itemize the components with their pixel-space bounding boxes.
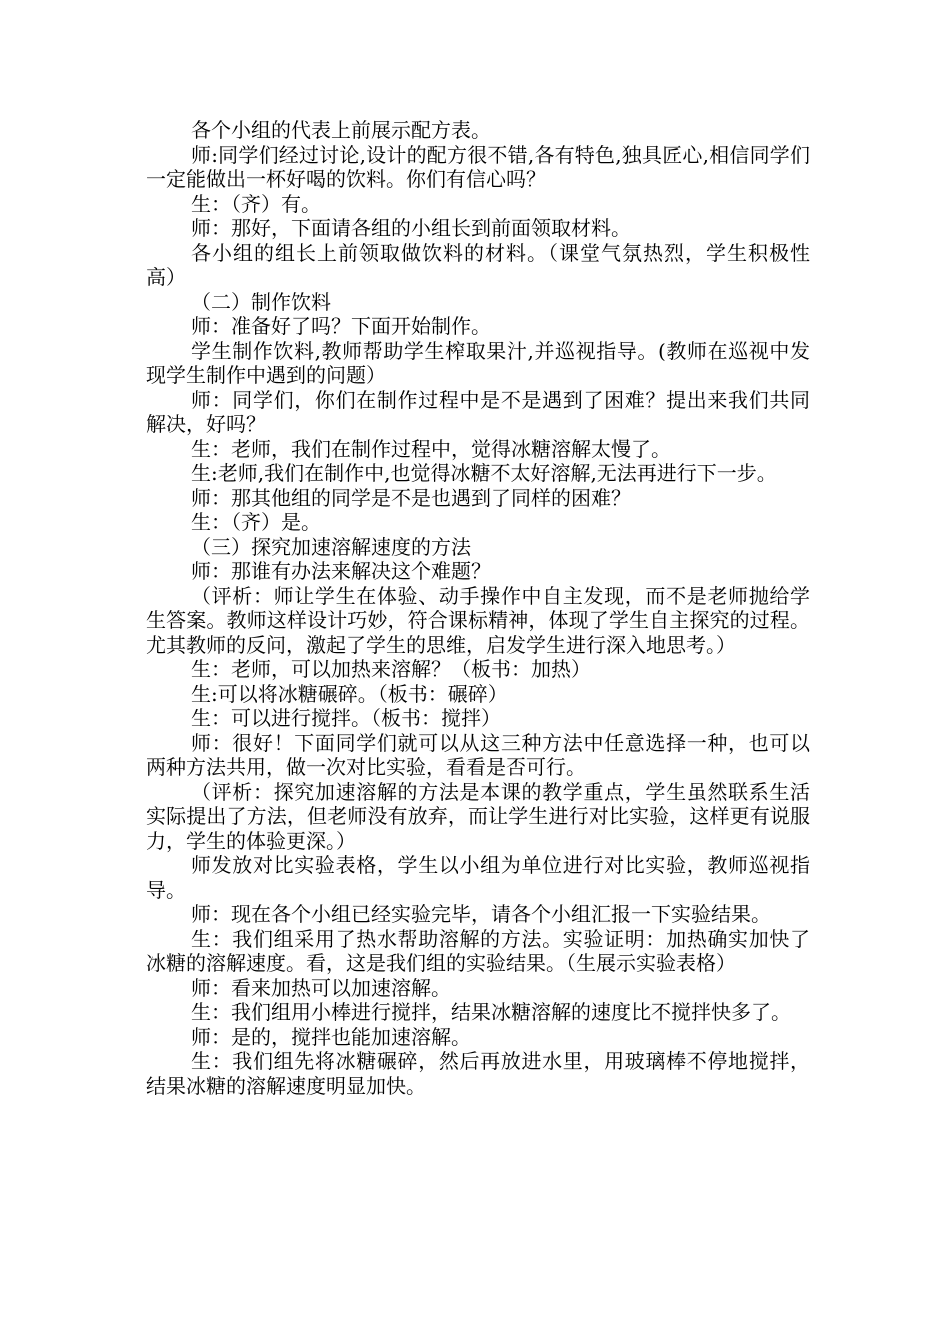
commentary-2: （评析：探究加速溶解的方法是本课的教学重点，学生虽然联系生活实际提出了方法，但老师没有放弃，而让学生进行对比实验，这样更有说服力，学生的体验更深。） (146, 779, 810, 853)
paragraph-9: 师：同学们，你们在制作过程中是不是遇到了困难？提出来我们共同解决，好吗？ (146, 387, 810, 436)
paragraph-8: 学生制作饮料,教师帮助学生榨取果汁,并巡视指导。(教师在巡视中发现学生制作中遇到的问题） (146, 338, 810, 387)
paragraph-15: 师：那谁有办法来解决这个难题？ (191, 559, 491, 583)
paragraph-2: 师:同学们经过讨论,设计的配方很不错,各有特色,独具匠心,相信同学们一定能做出一杯好喝的饮料。你们有信心吗？ (146, 142, 810, 191)
section-heading-3: （三）探究加速溶解速度的方法 (191, 534, 471, 559)
paragraph-7: 师：准备好了吗？下面开始制作。 (191, 314, 491, 338)
document-page (146, 118, 810, 1098)
paragraph-4: 师：那好，下面请各组的小组长到前面领取材料。 (191, 216, 631, 240)
commentary-1: （评析：师让学生在体验、动手操作中自主发现，而不是老师抛给学生答案。教师这样设计巧妙，符合课标精神，体现了学生自主探究的过程。尤其教师的反问，激起了学生的思维，启发学生进行深入地思考。） (146, 583, 810, 657)
paragraph-27: 师：是的，搅拌也能加速溶解。 (191, 1024, 471, 1049)
paragraph-3: 生：（齐）有。 (191, 191, 321, 216)
paragraph-5: 各小组的组长上前领取做饮料的材料。（课堂气氛热烈，学生积极性高） (146, 240, 810, 289)
paragraph-12: 师：那其他组的同学是不是也遇到了同样的困难？ (191, 485, 631, 510)
paragraph-24: 生：我们组采用了热水帮助溶解的方法。实验证明：加热确实加快了冰糖的溶解速度。看，这是我们组的实验结果。（生展示实验表格） (146, 926, 810, 975)
paragraph-11: 生:老师,我们在制作中,也觉得冰糖不太好溶解,无法再进行下一步。 (191, 461, 777, 485)
paragraph-20: 师：很好！下面同学们就可以从这三种方法中任意选择一种，也可以两种方法共用，做一次对比实验，看看是否可行。 (146, 730, 810, 779)
paragraph-19: 生：可以进行搅拌。（板书：搅拌） (191, 706, 501, 730)
paragraph-17: 生：老师，可以加热来溶解？（板书：加热） (191, 657, 591, 681)
section-heading-2: （二）制作饮料 (191, 289, 331, 314)
paragraph-26: 生：我们组用小棒进行搅拌，结果冰糖溶解的速度比不搅拌快多了。 (191, 1000, 791, 1024)
paragraph-18: 生:可以将冰糖碾碎。（板书：碾碎） (191, 681, 508, 706)
paragraph-23: 师：现在各个小组已经实验完毕，请各个小组汇报一下实验结果。 (191, 902, 771, 926)
paragraph-1: 各个小组的代表上前展示配方表。 (191, 118, 491, 142)
paragraph-28: 生：我们组先将冰糖碾碎，然后再放进水里，用玻璃棒不停地搅拌，结果冰糖的溶解速度明显加快。 (146, 1049, 810, 1098)
paragraph-22: 师发放对比实验表格，学生以小组为单位进行对比实验，教师巡视指导。 (146, 853, 810, 902)
paragraph-13: 生：（齐）是。 (191, 510, 321, 534)
paragraph-10: 生：老师，我们在制作过程中，觉得冰糖溶解太慢了。 (191, 436, 671, 461)
paragraph-25: 师：看来加热可以加速溶解。 (191, 975, 451, 1000)
